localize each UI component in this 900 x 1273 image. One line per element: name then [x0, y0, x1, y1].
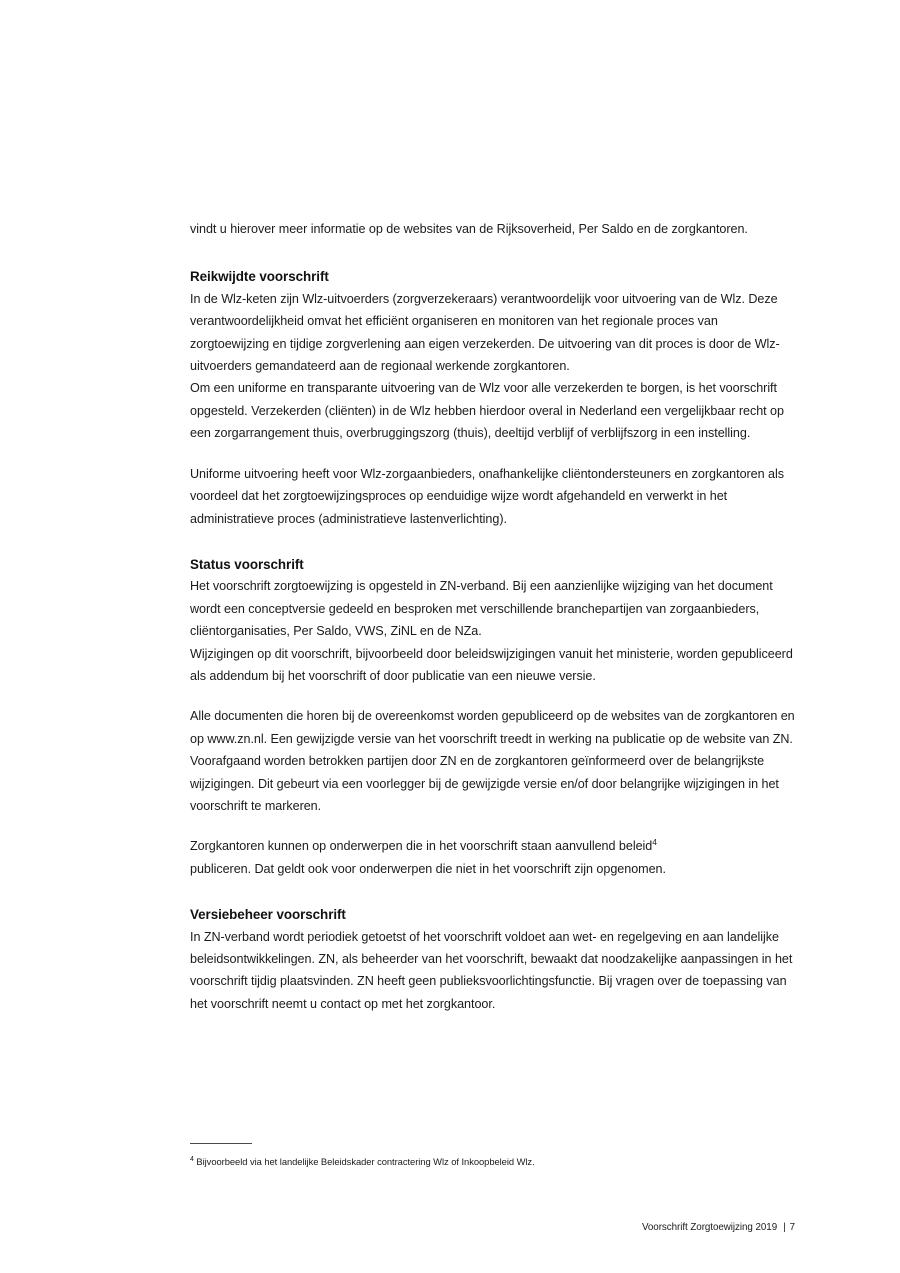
paragraph: Het voorschrift zorgtoewijzing is opgesteld in ZN-verband. Bij een aanzienlijke wijziging van het document wordt een conceptversie gedeeld en besproken met verschillende branchepartijen van zorgaanbieders, cliëntorganisaties, Per Saldo, VWS, ZiNL en de NZa.: [190, 579, 773, 639]
footnote-text: [190, 1155, 795, 1169]
paragraph: In ZN-verband wordt periodiek getoetst of het voorschrift voldoet aan wet- en regelgeving en aan landelijke beleidsontwikkelingen. ZN, als beheerder van het voorschrift, bewaakt dat noodzakelijke aanpassingen in het voorschrift tijdig plaatsvinden. ZN heeft geen publieksvoorlichtingsfunctie. Bij vragen over de toepassing van het voorschrift neemt u contact op met het zorgkantoor.: [190, 929, 793, 1011]
footnote-area: [190, 1143, 795, 1169]
paragraph: Alle documenten die horen bij de overeenkomst worden gepubliceerd op de websites van de zorgkantoren en op www.zn.nl. Een gewijzigde versie van het voorschrift treedt in werking na publicatie op de website van ZN. Voorafgaand worden betrokken partijen door ZN en de zorgkantoren geïnformeerd over de belangrijkste wijzigingen. Dit gebeurt via een voorlegger bij de gewijzigde versie en/of door belangrijke wijzigingen in het voorschrift te markeren.: [190, 709, 795, 813]
footnote-divider: [190, 1143, 252, 1144]
paragraph-spacer: [190, 687, 795, 705]
paragraph-text: Zorgkantoren kunnen op onderwerpen die in het voorschrift staan aanvullend beleid: [190, 839, 653, 854]
footnote-reference[interactable]: 4: [652, 837, 657, 848]
paragraph: Om een uniforme en transparante uitvoering van de Wlz voor alle verzekerden te borgen, is het voorschrift opgesteld. Verzekerden (cliënten) in de Wlz hebben hierdoor overal in Nederland een vergelijkbaar recht op een zorgarrangement thuis, overbruggingszorg (thuis), deeltijd verblijf of verblijfszorg in een instelling.: [190, 381, 784, 441]
page-number: 7: [789, 1222, 795, 1233]
continued-paragraph: vindt u hierover meer informatie op de websites van de Rijksoverheid, Per Saldo en de zorgkantoren.: [190, 222, 748, 236]
section-reikwijdte: [190, 266, 795, 530]
footnote-marker: 4: [190, 1155, 194, 1163]
paragraph: Uniforme uitvoering heeft voor Wlz-zorgaanbieders, onafhankelijke cliëntondersteuners en zorgkantoren als voordeel dat het zorgtoewijzingsproces op eenduidige wijze wordt afgehandeld en verwerkt in het administratieve proces (administratieve lastenverlichting).: [190, 466, 784, 526]
section-heading: Versiebeheer voorschrift: [190, 907, 346, 923]
paragraph-text: publiceren. Dat geldt ook voor onderwerpen die niet in het voorschrift zijn opgenomen.: [190, 861, 666, 876]
paragraph: Wijzigingen op dit voorschrift, bijvoorbeeld door beleidswijzigingen vanuit het ministerie, worden gepubliceerd als addendum bij het voorschrift of door publicatie van een nieuwe versie.: [190, 646, 793, 683]
paragraph-with-footnote: [190, 835, 795, 880]
footer-separator: |: [783, 1222, 786, 1233]
page-content: [190, 218, 795, 1015]
paragraph-spacer: [190, 817, 795, 835]
page-footer: [642, 1222, 795, 1233]
footnote-body: Bijvoorbeeld via het landelijke Beleidskader contractering Wlz of Inkoopbeleid Wlz.: [196, 1156, 535, 1167]
section-heading: Status voorschrift: [190, 556, 304, 572]
footer-title: Voorschrift Zorgtoewijzing 2019: [641, 1222, 778, 1233]
section-heading: Reikwijdte voorschrift: [190, 269, 329, 285]
section-versiebeheer: [190, 904, 795, 1015]
paragraph: In de Wlz-keten zijn Wlz-uitvoerders (zorgverzekeraars) verantwoordelijk voor uitvoering van de Wlz. Deze verantwoordelijkheid omvat het efficiënt organiseren en monitoren van het regionale proces van zorgtoewijzing en tijdige zorgverlening aan eigen verzekerden. De uitvoering van dit proces is door de Wlz-uitvoerders gemandateerd aan de regionaal werkende zorgkantoren.: [190, 291, 780, 374]
section-status: [190, 554, 795, 880]
paragraph-spacer: [190, 445, 795, 463]
